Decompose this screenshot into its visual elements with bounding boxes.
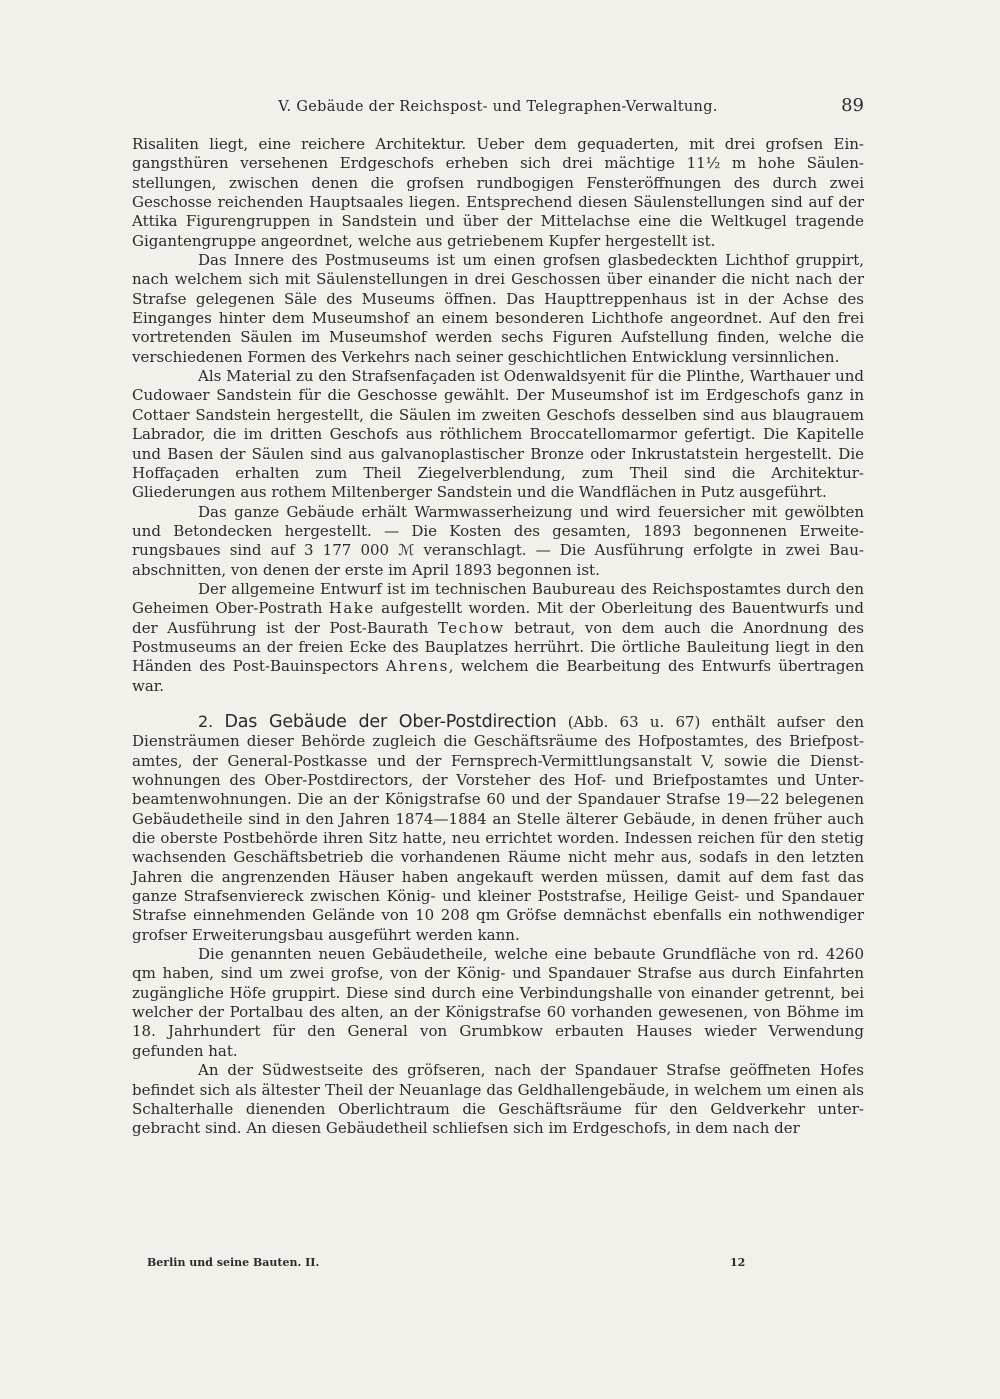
paragraph: [132, 580, 864, 696]
paragraph-text: aufgestellt worden. Mit der Oberleitung des Bauentwurfs und der Ausführung ist der Post-Baurath: [132, 599, 864, 637]
person-name: Techow: [437, 618, 505, 637]
footer-book-title: Berlin und seine Bauten. II.: [147, 1256, 320, 1269]
paragraph: An der Südwestseite des gröfseren, nach der Spandauer Strafse geöffneten Hofes befindet sich als ältester Theil der Neuanlage das Geldhallengebäude, in welchem um einen als Schalterhalle dienenden Oberlichtraum die Geschäftsräume für den Geldverkehr untergebracht sind. An diesen Gebäudetheil schliefsen sich im Erdgeschofs, in dem nach der: [132, 1061, 864, 1138]
person-name: Hake: [328, 599, 375, 618]
paragraph: Risaliten liegt, eine reichere Architektur. Ueber dem gequaderten, mit drei grofsen Eingangsthüren versehenen Erdgeschofs erheben sich drei mächtige 11½ m hohe Säulenstellungen, zwischen denen die grofsen rundbogigen Fensteröffnungen des durch zwei Geschosse reichenden Hauptsaales liegen. Entsprechend diesen Säulenstellungen sind auf der Attika Figurengruppen in Sandstein und über der Mittelachse eine die Weltkugel tragende Gigantengruppe angeordnet, welche aus getriebenem Kupfer hergestellt ist.: [132, 135, 864, 250]
person-name: Ahrens: [385, 657, 449, 676]
running-header: [132, 95, 864, 121]
section-text: (Abb. 63 u. 67) enthält aufser den Diensträumen dieser Behörde zugleich die Geschäftsräume des Hofpostamtes, des Briefpostamtes, der General-Postkasse und der Fernsprech-Vermittlungsanstalt V, sowie die Dienstwohnungen des Ober-Postdirectors, der Vorsteher des Hof- und Briefpostamtes und Unterbeamtenwohnungen. Die an der Königstrafse 60 und der Spandauer Strafse 19—22 belegenen Gebäudetheile sind in den Jahren 1874—1884 an Stelle älterer Gebäude, in denen früher auch die oberste Postbehörde ihren Sitz hatte, neu errichtet worden. Indessen reichen für den stetig wachsenden Geschäftsbetrieb die vorhandenen Räume nicht mehr aus, sodafs in den letzten Jahren die angrenzenden Häuser haben angekauft werden müssen, damit auf dem fast das ganze Strafsenviereck zwischen König- und kleiner Poststrafse, Heilige Geist- und Spandauer Strafse einnehmenden Gelände von 10 208 qm Gröfse demnächst ebenfalls ein nothwendiger grofser Erweiterungsbau ausgeführt werden kann.: [132, 712, 864, 944]
section-number: 2.: [198, 711, 214, 731]
paragraph-text: betraut, von dem auch die Anordnung des Postmuseums an der freien Ecke des Bauplatzes herrührt. Die örtliche Bauleitung liegt in den Händen des Post-Bauinspectors: [132, 618, 864, 676]
section-title: Das Gebäude der Ober-Postdirection: [224, 711, 557, 732]
body-text: [132, 135, 864, 1139]
header-title: V. Gebäude der Reichspost- und Telegraphen-Verwaltung.: [278, 99, 718, 115]
paragraph: Das ganze Gebäude erhält Warmwasserheizung und wird feuersicher mit gewölbten und Betondecken hergestellt. — Die Kosten des gesamten, 1893 begonnenen Erweiterungsbaues sind auf 3 177 000 ℳ veranschlagt. — Die Ausführung erfolgte in zwei Bauabschnitten, von denen der erste im April 1893 begonnen ist.: [132, 502, 864, 579]
paragraph-text: Der allgemeine Entwurf ist im technischen Baubureau des Reichspostamtes durch den Geheimen Ober-Postrath: [132, 579, 864, 618]
paragraph-text: , welchem die Bearbeitung des Entwurfs übertragen war.: [132, 657, 864, 695]
footer-signature: 12: [730, 1256, 746, 1269]
paragraph: Das Innere des Postmuseums ist um einen grofsen glasbedeckten Lichthof gruppirt, nach welchem sich mit Säulenstellungen in drei Geschossen über einander die nicht nach der Strafse gelegenen Säle des Museums öffnen. Das Haupttreppenhaus ist in der Achse des Einganges hinter dem Museumshof an einem besonderen Lichthofe angeordnet. Auf den frei vortretenden Säulen im Museumshof werden sechs Figuren Aufstellung finden, welche die verschiedenen Formen des Verkehrs nach seiner geschichtlichen Entwicklung versinnlichen.: [132, 251, 864, 366]
paragraph: Als Material zu den Strafsenfaçaden ist Odenwaldsyenit für die Plinthe, Warthauer und Cudowaer Sandstein für die Geschosse gewählt. Der Museumshof ist im Erdgeschofs ganz in Cottaer Sandstein hergestellt, die Säulen im zweiten Geschofs desselben sind aus blaugrauem Labrador, die im dritten Geschofs aus röthlichem Broccatellomarmor gefertigt. Die Kapitelle und Basen der Säulen sind aus galvanoplastischer Bronze oder Inkrustatstein hergestellt. Die Hoffaçaden erhalten zum Theil Ziegelverblendung, zum Theil sind die Architektur-Gliederungen aus rothem Miltenberger Sandstein und die Wandflächen in Putz ausgeführt.: [132, 367, 864, 502]
paragraph: Die genannten neuen Gebäudetheile, welche eine bebaute Grundfläche von rd. 4260 qm haben, sind um zwei grofse, von der König- und Spandauer Strafse aus durch Einfahrten zugängliche Höfe gruppirt. Diese sind durch eine Verbindungshalle von einander getrennt, bei welcher der Portalbau des alten, an der Königstrafse 60 vorhanden gewesenen, von Böhme im 18. Jahrhundert für den General von Grumbkow erbauten Hauses wieder Verwendung gefunden hat.: [132, 945, 864, 1060]
page-footer: [147, 1256, 747, 1276]
page-number: 89: [841, 95, 864, 116]
section-paragraph: [132, 712, 864, 945]
